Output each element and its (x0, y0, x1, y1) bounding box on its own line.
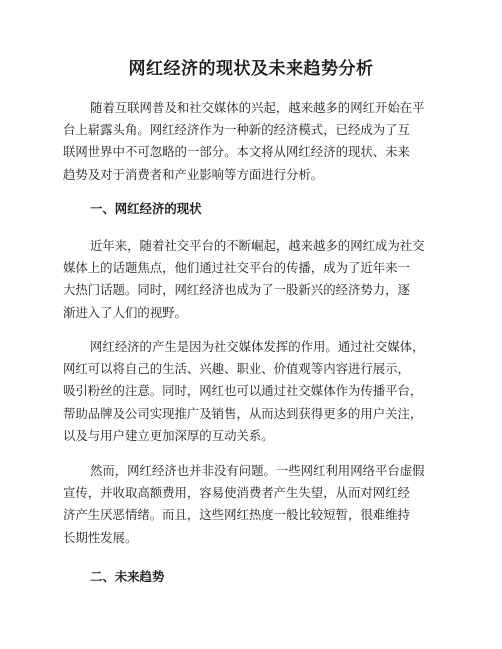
text-line: 吸引粉丝的注意。同时，网红也可以通过社交媒体作为传播平台， (63, 383, 423, 399)
text-line: 联网世界中不可忽略的一部分。本文将从网红经济的现状、未来 (63, 144, 410, 160)
text-line: 网红经济的产生是因为社交媒体发挥的作用。通过社交媒体， (90, 339, 425, 354)
text-line: 帮助品牌及公司实现推广及销售，从而达到获得更多的用户关注， (63, 405, 423, 421)
text-line: 随着互联网普及和社交媒体的兴起，越来越多的网红开始在平 (90, 100, 425, 115)
text-line: 宣传，并收取高额费用，容易使消费者产生失望，从而对网红经 (63, 485, 410, 501)
text-line: 长期性发展。 (63, 529, 138, 545)
document-title: 网红经济的现状及未来趋势分析 (128, 59, 374, 79)
text-line: 媒体上的话题焦点，他们通过社交平台的传播，成为了近年来一 (63, 260, 410, 276)
status-paragraph-1 (63, 235, 443, 324)
intro-paragraph (63, 97, 443, 186)
text-line: 趋势及对于消费者和产业影响等方面进行分析。 (63, 166, 324, 182)
section-heading-future-trends: 二、未来趋势 (90, 569, 165, 584)
section-heading-current-status: 一、网红经济的现状 (90, 201, 202, 216)
text-line: 网红可以将自己的生活、兴趣、职业、价值观等内容进行展示， (63, 361, 410, 377)
text-line: 大热门话题。同时，网红经济也成为了一股新兴的经济势力，逐 (63, 282, 410, 298)
text-line: 以及与用户建立更加深厚的互动关系。 (63, 427, 274, 443)
text-line: 近年来，随着社交平台的不断崛起，越来越多的网红成为社交 (90, 238, 425, 253)
text-line: 济产生厌恶情绪。而且，这些网红热度一般比较短暂，很难维持 (63, 507, 410, 523)
text-line: 台上崭露头角。网红经济作为一种新的经济模式，已经成为了互 (63, 122, 410, 138)
status-paragraph-2 (63, 336, 443, 447)
status-paragraph-3 (63, 460, 443, 549)
text-line: 渐进入了人们的视野。 (63, 304, 187, 320)
text-line: 然而，网红经济也并非没有问题。一些网红利用网络平台虚假 (90, 463, 425, 478)
